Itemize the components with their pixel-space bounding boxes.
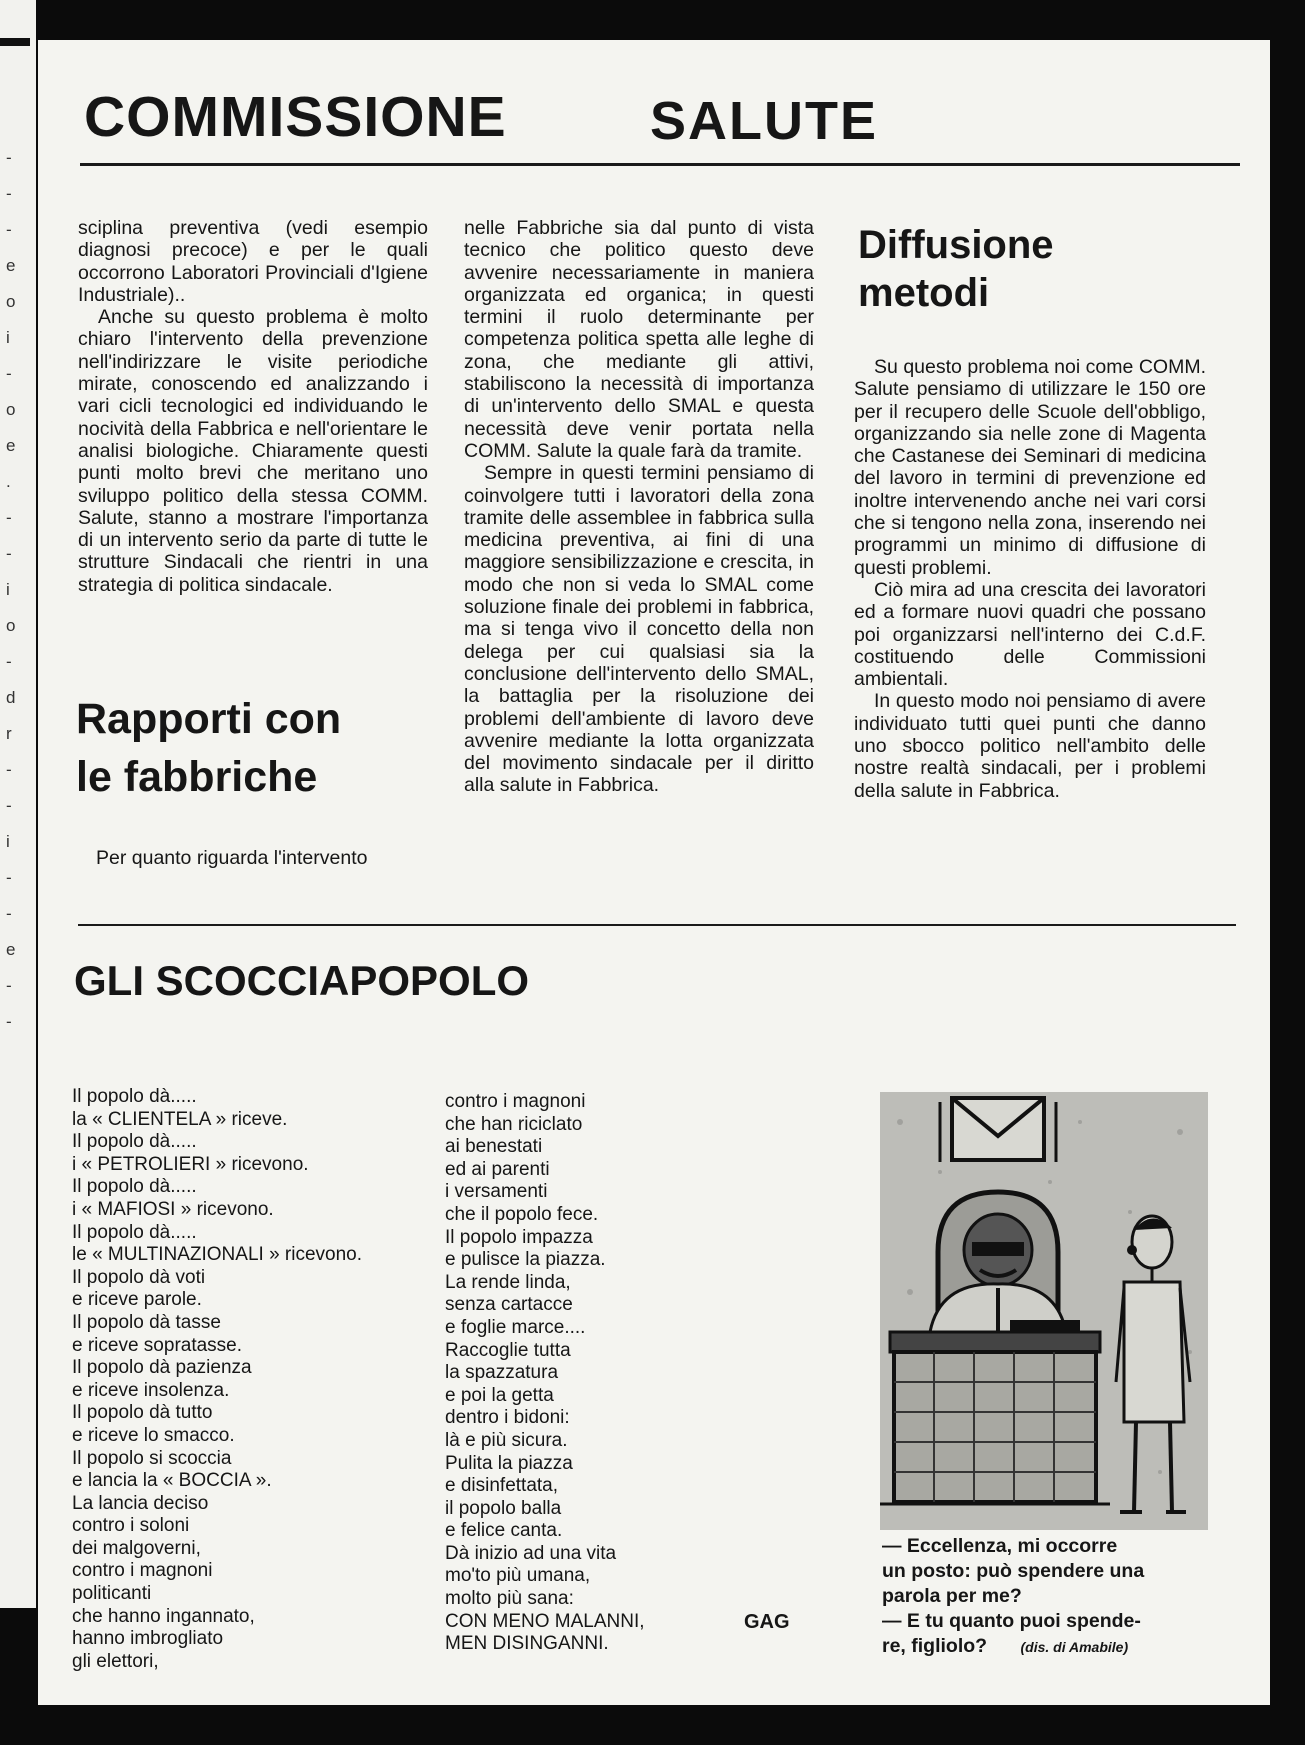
page-title-right: SALUTE — [650, 91, 878, 151]
caption-line-5-row — [882, 1634, 1212, 1660]
section2-title: GLI SCOCCIAPOPOLO — [74, 957, 530, 1004]
cartoon-illustration — [880, 1092, 1208, 1530]
caption-line-2: un posto: può spendere una — [882, 1560, 1145, 1582]
poem-line: e foglie marce.... — [445, 1316, 586, 1338]
spine-fragment: . — [6, 472, 11, 491]
poem-line: Il popolo dà..... — [72, 1131, 197, 1153]
col1-paragraph-1: sciplina preventiva (vedi esempio diagnosi precoce) e per le quali occorrono Laboratori Provinciali d'Igiene Industriale).. — [78, 217, 428, 306]
poem-line: là e più sicura. — [445, 1429, 568, 1451]
subhead-diffusione-line1: Diffusione — [858, 223, 1054, 267]
poem-line: gli elettori, — [72, 1650, 159, 1672]
spine-fragment: - — [6, 148, 12, 167]
poem-line: e disinfettata, — [445, 1475, 559, 1497]
spine-fragment: i — [6, 328, 10, 347]
article-column-3 — [854, 356, 1206, 802]
poem-line: e riceve sopratasse. — [72, 1334, 243, 1356]
poem-line: senza cartacce — [445, 1294, 573, 1316]
col1-paragraph-2: Anche su questo problema è molto chiaro l'intervento della prevenzione nell'indirizzare le visite periodiche mirate, conoscendo ed analizzando i vari cicli tecnologici ed individuando le nocività della Fabbrica e nell'orientare le analisi biologiche. Chiaramente questi punti molto brevi che meritano uno sviluppo politico della stessa COMM. Salute, stanno a mostrare l'importanza di un intervento serio da parte di tutte le strutture Sindacali che rientri in una strategia di politica sindacale. — [78, 306, 428, 596]
col3-paragraph-2: Ciò mira ad una crescita dei lavoratori ed a formare nuovi quadri che possano poi organizzarsi nell'interno dei C.d.F. costituendo delle Commissioni ambientali. — [854, 578, 1206, 691]
caption-line-4: — E tu quanto puoi spende- — [882, 1610, 1141, 1632]
poem-line: che han riciclato — [445, 1113, 583, 1135]
caption-line-1: — Eccellenza, mi occorre — [882, 1535, 1118, 1557]
poem-line: dei malgoverni, — [72, 1537, 201, 1559]
spine-fragment: - — [6, 508, 12, 527]
poem-line: Il popolo dà..... — [72, 1176, 197, 1198]
poem-line: Il popolo dà pazienza — [72, 1357, 252, 1379]
poem-line: e lancia la « BOCCIA ». — [72, 1470, 272, 1492]
poem-line: Il popolo dà..... — [72, 1221, 197, 1243]
cartoon-drawing — [880, 1092, 1208, 1530]
poem-line: e felice canta. — [445, 1520, 563, 1542]
article-column-2 — [464, 217, 814, 797]
spine-fragment: e — [6, 436, 16, 455]
poem-line: e riceve insolenza. — [72, 1379, 230, 1401]
title-rule — [80, 163, 1240, 166]
poem-line: dentro i bidoni: — [445, 1407, 570, 1429]
poem-line: Il popolo dà..... — [72, 1086, 197, 1107]
spine-fragment: o — [6, 616, 16, 635]
spine-fragment: i — [6, 832, 10, 851]
poem-line: il popolo balla — [445, 1497, 562, 1519]
poem-line: le « MULTINAZIONALI » ricevono. — [72, 1244, 363, 1266]
poem-line: CON MENO MALANNI, — [445, 1610, 645, 1632]
subhead-diffusione-line2: metodi — [858, 271, 990, 315]
cartoon-credit: (dis. di Amabile) — [1020, 1639, 1129, 1655]
caption-line-3: parola per me? — [882, 1585, 1022, 1607]
poem-line: politicanti — [72, 1583, 152, 1605]
poem-line: Pulita la piazza — [445, 1452, 573, 1474]
spine-fragment: d — [6, 688, 16, 707]
subhead-rapporti-line1: Rapporti con — [76, 695, 342, 743]
adjacent-page-fragments — [6, 140, 30, 1040]
spine-fragment: i — [6, 580, 10, 599]
poem-column-2 — [445, 1091, 745, 1656]
spine-fragment: - — [6, 220, 12, 239]
col2-paragraph-2: Sempre in questi termini pensiamo di coinvolgere tutti i lavoratori della zona tramite delle assemblee in fabbrica sulla medicina preventiva, ai fini di una maggiore sensibilizzazione e crescita, in modo che non si veda lo SMAL come soluzione finale dei problemi in fabbrica, ma si tenga vivo il concetto della non delega per cui qualsiasi sia la conclusione dell'intervento dello SMAL, la battaglia per la risoluzione dei problemi dell'ambiente di lavoro deve avvenire mediante la lotta organizzata del movimento sindacale per il diritto alla salute in Fabbrica. — [464, 462, 814, 797]
poem-line: Il popolo si scoccia — [72, 1447, 232, 1469]
page-title-left: COMMISSIONE — [84, 85, 507, 149]
spine-fragment: - — [6, 904, 12, 923]
poem-line: che il popolo fece. — [445, 1203, 599, 1225]
spine-fragment: - — [6, 1012, 12, 1031]
poem-line: Il popolo dà tutto — [72, 1402, 213, 1424]
spine-fragment: - — [6, 796, 12, 815]
poem-line: e riceve parole. — [72, 1289, 202, 1311]
poem-line: e pulisce la piazza. — [445, 1249, 606, 1271]
poem-line: la « CLIENTELA » riceve. — [72, 1108, 288, 1130]
cartoon-caption — [882, 1534, 1212, 1660]
poem-line: ed ai parenti — [445, 1158, 550, 1180]
poem-column-1 — [72, 1086, 422, 1673]
poem-line: molto più sana: — [445, 1588, 574, 1610]
spine-fragment: - — [6, 976, 12, 995]
poem-line: La lancia deciso — [72, 1492, 209, 1514]
poem-line: contro i soloni — [72, 1515, 190, 1537]
article-column-1 — [78, 217, 428, 596]
spine-fragment: - — [6, 760, 12, 779]
envelope-icon — [940, 1098, 1056, 1162]
poem-line: i versamenti — [445, 1181, 548, 1203]
spine-fragment: o — [6, 292, 16, 311]
spine-fragment: - — [6, 544, 12, 563]
poem-line: Il popolo dà tasse — [72, 1311, 221, 1333]
poem-line: hanno imbrogliato — [72, 1628, 224, 1650]
col1-tail-text: Per quanto riguarda l'intervento — [96, 847, 368, 869]
poem-line: MEN DISINGANNI. — [445, 1633, 609, 1655]
poem-line: e poi la getta — [445, 1384, 554, 1406]
spine-fragment: - — [6, 868, 12, 887]
poem-line: la spazzatura — [445, 1362, 559, 1384]
col2-paragraph-1: nelle Fabbriche sia dal punto di vista tecnico che politico questo deve avvenire necessariamente in maniera organizzata ed organica; in questi termini il ruolo determinante per competenza politica spetta alle leghe di zona, che mediante gli attivi, stabiliscono la necessità di importanza di un'intervento dello SMAL e questa necessità deve venir portata nella COMM. Salute la quale farà da tramite. — [464, 217, 814, 462]
spine-fragment: - — [6, 652, 12, 671]
spine-fragment: e — [6, 940, 16, 959]
subhead-rapporti-line2: le fabbriche — [76, 753, 318, 801]
poem-line: ai benestati — [445, 1136, 543, 1158]
poem-line: contro i magnoni — [72, 1560, 213, 1582]
poem-line: contro i magnoni — [445, 1091, 586, 1112]
col3-paragraph-3: In questo modo noi pensiamo di avere individuato tutti quei punti che danno uno sbocco politico nell'ambito delle nostre realtà sindacali, per i problemi della salute in Fabbrica. — [854, 690, 1206, 802]
spine-fragment: - — [6, 364, 12, 383]
poem-line: i « MAFIOSI » ricevono. — [72, 1198, 274, 1220]
poem-line: Il popolo dà voti — [72, 1266, 206, 1288]
poem-line: Dà inizio ad una vita — [445, 1542, 617, 1564]
spine-fragment: - — [6, 184, 12, 203]
magazine-page — [38, 40, 1270, 1705]
poem-line: La rende linda, — [445, 1271, 571, 1293]
poem-line: i « PETROLIERI » ricevono. — [72, 1153, 309, 1175]
spine-fragment: r — [6, 724, 12, 743]
adjacent-page-edge — [0, 0, 36, 1745]
spine-binding-mark — [0, 38, 30, 46]
poem-line: Raccoglie tutta — [445, 1339, 571, 1361]
section-divider — [78, 924, 1236, 926]
spine-fragment: e — [6, 256, 16, 275]
spine-fragment: o — [6, 400, 16, 419]
poem-line: mo'to più umana, — [445, 1565, 591, 1587]
col3-paragraph-1: Su questo problema noi come COMM. Salute pensiamo di utilizzare le 150 ore per il recupero delle Scuole dell'obbligo, organizzando sia nelle zone di Magenta che Castanese dei Seminari di medicina del lavoro in termini di prevenzione ed inoltre intervenendo anche nei vari corsi che si tengono nella zona, inserendo nei programmi un minimo di diffusione di questi problemi. — [854, 356, 1206, 579]
poem-line: e riceve lo smacco. — [72, 1424, 235, 1446]
poem-line: che hanno ingannato, — [72, 1605, 255, 1627]
spine-shadow — [0, 1608, 36, 1745]
poem-line: Il popolo impazza — [445, 1226, 593, 1248]
author-signature: GAG — [744, 1611, 790, 1633]
caption-line-5: re, figliolo? — [882, 1635, 988, 1657]
